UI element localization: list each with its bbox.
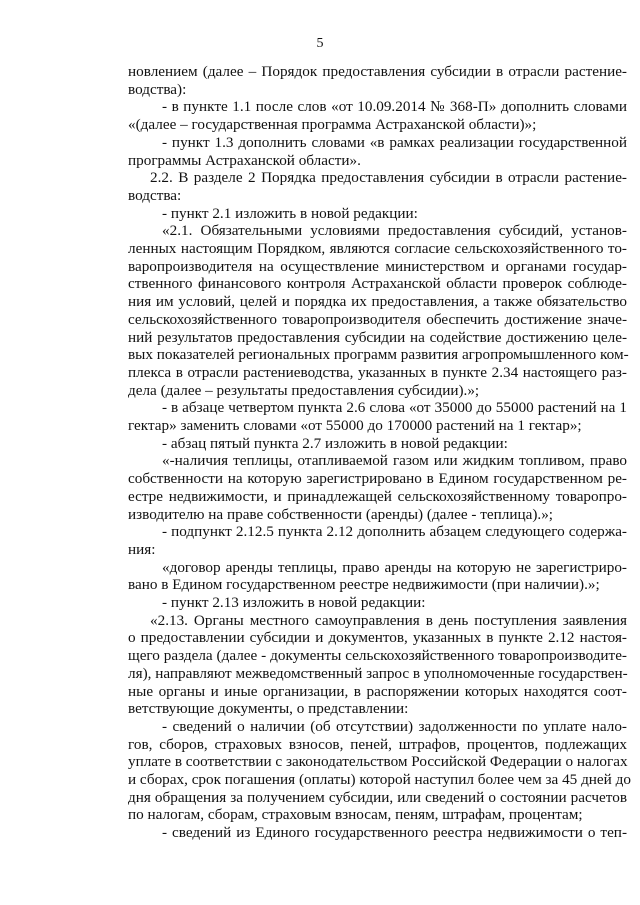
text-line: - пункт 2.1 изложить в новой редакции: [162, 204, 418, 222]
text-line: о предоставлении субсидии и документов, указанных в пункте 2.12 настоя- [128, 629, 627, 647]
text-line: собственности на которую зарегистрировано в Едином государственном ре- [128, 470, 627, 488]
text-line: водства): [128, 80, 187, 98]
text-line: и сборах, срок погашения (оплаты) которой наступил более чем за 45 дней до [128, 771, 631, 788]
text-line: «2.1. Обязательными условиями предоставления субсидий, установ- [162, 222, 627, 240]
text-line: новлением (далее – Порядок предоставления субсидии в отрасли растение- [128, 63, 627, 80]
text-line: гектар» заменить словами «от 55000 до 170000 растений на 1 гектар»; [128, 417, 582, 434]
text-line: - сведений из Единого государственного реестра недвижимости о теп- [162, 824, 627, 842]
text-line: водства: [128, 186, 182, 204]
text-line: ветствующие документы, о представлении: [128, 700, 409, 718]
text-line: ленных настоящим Порядком, являются согласие сельскохозяйственного то- [128, 240, 627, 257]
text-line: программы Астраханской области». [128, 151, 361, 169]
text-line: - пункт 1.3 дополнить словами «в рамках реализации государственной [162, 133, 627, 151]
text-line: ний результатов предоставления субсидии на содействие достижению целе- [128, 328, 627, 346]
text-line: - пункт 2.13 изложить в новой редакции: [162, 594, 426, 611]
text-line: изводителю на праве собственности (аренды) (далее - теплица).»; [128, 505, 554, 523]
text-line: плекса в отрасли растениеводства, указанных в пункте 2.34 настоящего раз- [128, 363, 627, 381]
text-line: «-наличия теплицы, отапливаемой газом или жидким топливом, право [162, 452, 627, 470]
text-line: ля), направляют межведомственный запрос в уполномоченные государствен- [128, 664, 628, 682]
text-line: - подпункт 2.12.5 пункта 2.12 дополнить абзацем следующего содержа- [162, 523, 627, 541]
text-line: ния им условий, целей и порядка их предоставления, а также обязательство [128, 293, 627, 311]
text-line: - в пункте 1.1 после слов «от 10.09.2014 № 368-П» дополнить словами [162, 98, 627, 116]
text-line: по налогам, сборам, страховым взносам, пеням, штрафам, процентам; [128, 806, 583, 824]
text-line: дела (далее – результаты предоставления субсидии).»; [128, 381, 480, 399]
text-line: вых показателей региональных программ развития агропромышленного ком- [128, 346, 629, 364]
text-line: гов, сборов, страховых взносов, пеней, штрафов, процентов, подлежащих [128, 735, 627, 753]
text-line: - в абзаце четвертом пункта 2.6 слова «от 35000 до 55000 растений на 1 [162, 399, 627, 417]
text-line: дня обращения за получением субсидии, или сведений о состоянии расчетов [128, 788, 627, 806]
page-number: 5 [316, 36, 324, 51]
text-line: «договор аренды теплицы, право аренды на которую не зарегистриро- [162, 558, 627, 576]
text-line: 2.2. В разделе 2 Порядка предоставления субсидии в отрасли растение- [150, 169, 627, 187]
text-line: варопроизводителя на осуществление министерством и органами государ- [128, 257, 627, 275]
text-line: ния: [128, 540, 156, 558]
text-line: ные органы и иные организации, в распоряжении которых находятся соот- [128, 682, 627, 700]
text-line: - абзац пятый пункта 2.7 изложить в новой редакции: [162, 434, 508, 452]
text-line: «2.13. Органы местного самоуправления в день поступления заявления [150, 611, 627, 629]
text-line: естре недвижимости, и принадлежащей сельскохозяйственному товаропро- [128, 487, 627, 505]
text-line: уплате в соответствии с законодательством Российской Федерации о налогах [128, 753, 628, 771]
text-line: вано в Едином государственном реестре недвижимости (при наличии).»; [128, 576, 600, 594]
text-line: «(далее – государственная программа Астраханской области)»; [128, 116, 537, 134]
text-line: - сведений о наличии (об отсутствии) задолженности по уплате нало- [162, 717, 627, 735]
text-line: сельскохозяйственного товаропроизводителя обеспечить достижение значе- [128, 310, 627, 328]
text-line: щего раздела (далее - документы сельскохозяйственного товаропроизводите- [128, 647, 627, 665]
text-line: ственного финансового контроля Астраханской области проверок соблюде- [128, 275, 627, 293]
